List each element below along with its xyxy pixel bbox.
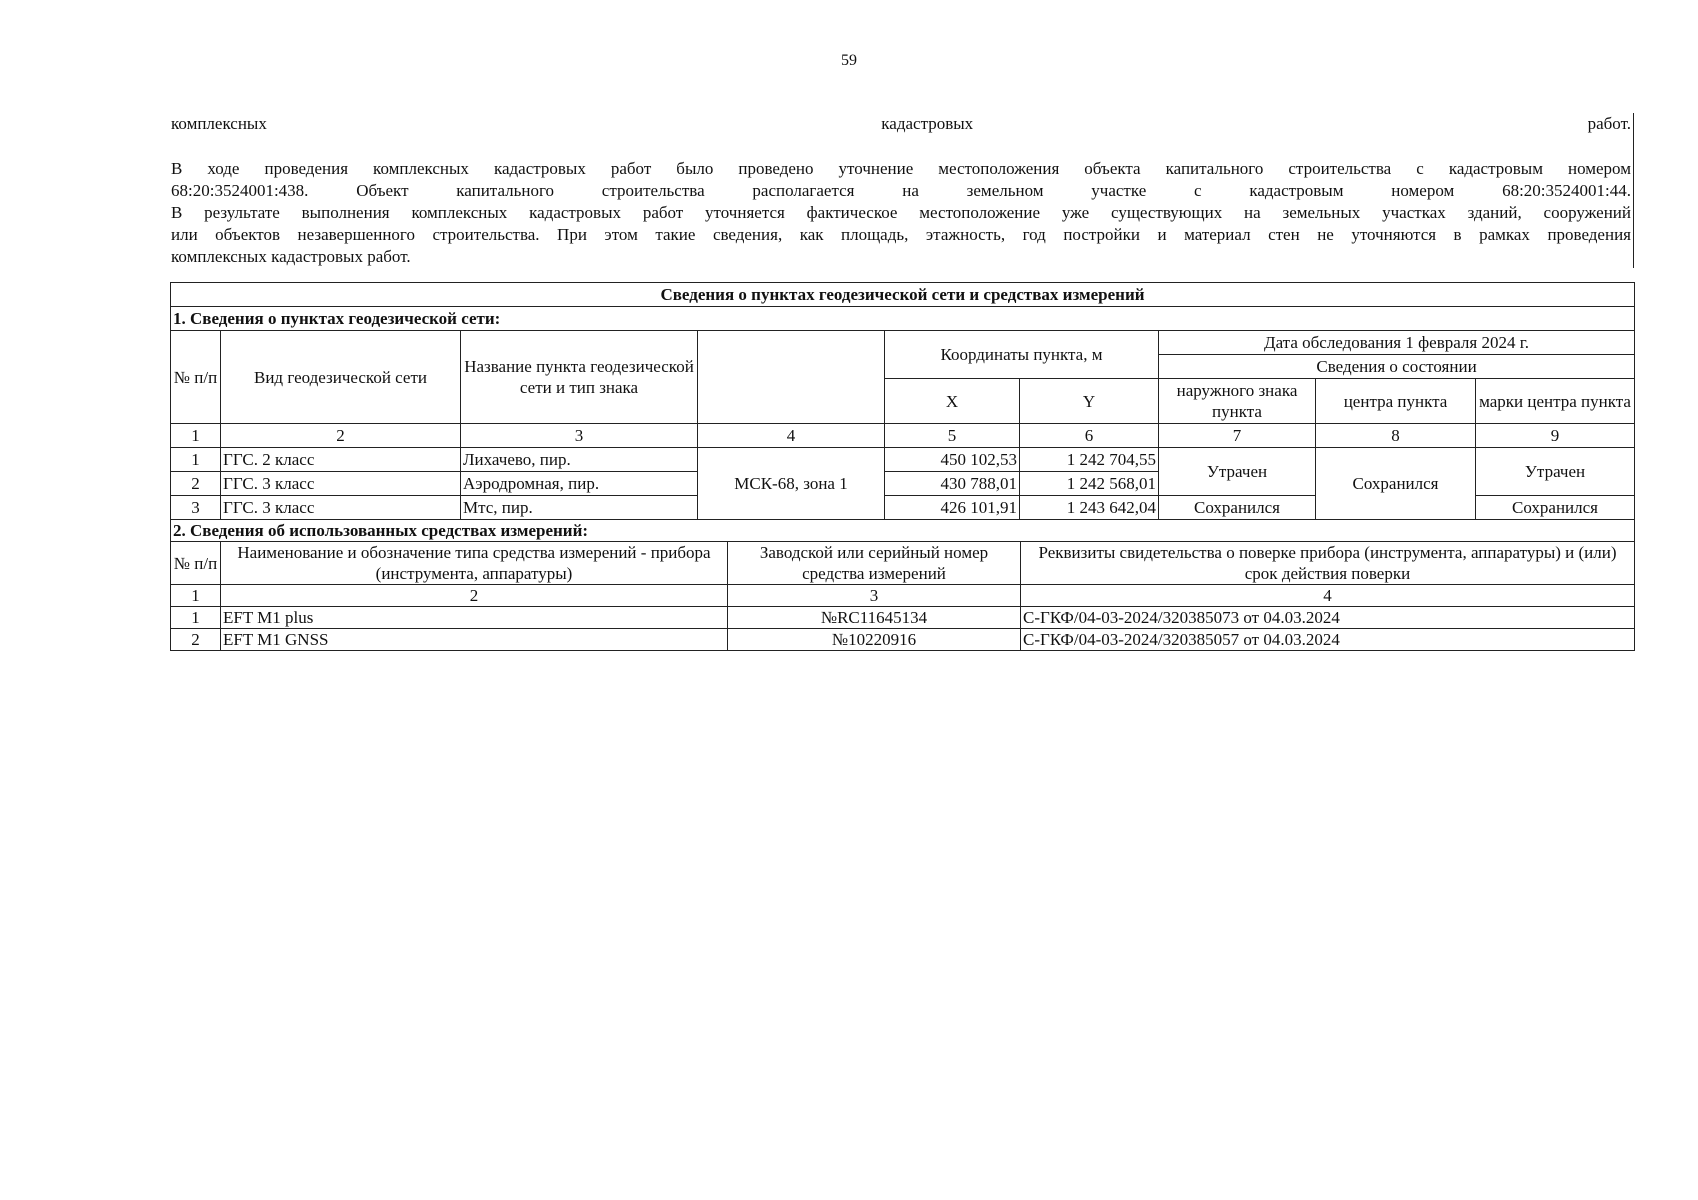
row-serial: №10220916: [728, 629, 1021, 651]
header-survey-date: Дата обследования 1 февраля 2024 г.: [1159, 331, 1635, 355]
paragraph-line: В результате выполнения комплексных кадастровых работ уточняется фактическое местоположение уже существующих на земельных участках зданий, сооружений: [171, 203, 1631, 222]
column-number-row: [171, 424, 1635, 448]
intro-word-2: кадастровых: [881, 114, 974, 133]
table-row: [171, 607, 1635, 629]
intro-word-3: работ.: [1587, 114, 1631, 133]
row-y: 1 242 568,01: [1020, 472, 1159, 496]
header-outer-sign: наружного знака пункта: [1159, 379, 1316, 424]
row-y: 1 242 704,55: [1020, 448, 1159, 472]
row-point-name: Аэродромная, пир.: [461, 472, 698, 496]
section2-title: 2. Сведения об использованных средствах измерений:: [171, 520, 1635, 542]
column-number: 3: [728, 585, 1021, 607]
header-instrument-name: Наименование и обозначение типа средства измерений - прибора (инструмента, аппаратуры): [221, 542, 728, 585]
column-number: 8: [1316, 424, 1476, 448]
paragraph-line: В ходе проведения комплексных кадастровых работ было проведено уточнение местоположения объекта капитального строительства с кадастровым номером: [171, 159, 1631, 178]
measurement-instruments-table: [170, 520, 1635, 651]
header-x: X: [885, 379, 1020, 424]
row-network-type: ГГС. 3 класс: [221, 472, 461, 496]
section-title: Сведения о пунктах геодезической сети и средствах измерений: [171, 283, 1635, 307]
header-certificate: Реквизиты свидетельства о поверке прибора (инструмента, аппаратуры) и (или) срок действия поверки: [1021, 542, 1635, 585]
row-instrument-name: EFT M1 plus: [221, 607, 728, 629]
section1-title: 1. Сведения о пунктах геодезической сети:: [171, 307, 1635, 331]
coord-system: МСК-68, зона 1: [698, 448, 885, 520]
column-number-row: [171, 585, 1635, 607]
paragraph-line: комплексных кадастровых работ.: [171, 247, 411, 266]
column-number: 4: [698, 424, 885, 448]
paragraph-line: или объектов незавершенного строительства. При этом такие сведения, как площадь, этажность, год постройки и материал стен не уточняются в рамках проведения: [171, 225, 1631, 244]
row-certificate: С-ГКФ/04-03-2024/320385073 от 04.03.2024: [1021, 607, 1635, 629]
row-instrument-name: EFT M1 GNSS: [221, 629, 728, 651]
column-number: 2: [221, 424, 461, 448]
geodetic-network-table: [170, 282, 1635, 520]
intro-line: [171, 113, 1633, 135]
row-num: 1: [171, 448, 221, 472]
header-serial: Заводской или серийный номер средства измерений: [728, 542, 1021, 585]
table-row: [171, 629, 1635, 651]
header-coord-system-blank: [698, 331, 885, 424]
geodetic-tables: [170, 279, 1635, 651]
header-num: № п/п: [171, 542, 221, 585]
description-paragraph: [171, 158, 1633, 268]
column-number: 2: [221, 585, 728, 607]
status-center-mark: Сохранился: [1476, 496, 1635, 520]
header-center: центра пункта: [1316, 379, 1476, 424]
column-number: 3: [461, 424, 698, 448]
status-outer-sign: Сохранился: [1159, 496, 1316, 520]
row-serial: №RC11645134: [728, 607, 1021, 629]
row-y: 1 243 642,04: [1020, 496, 1159, 520]
row-num: 2: [171, 472, 221, 496]
column-number: 6: [1020, 424, 1159, 448]
page-number: 59: [841, 52, 857, 69]
header-center-mark: марки центра пункта: [1476, 379, 1635, 424]
column-number: 4: [1021, 585, 1635, 607]
column-number: 5: [885, 424, 1020, 448]
paragraph-line: 68:20:3524001:438. Объект капитального строительства располагается на земельном участке с кадастровым номером 68:20:3524001:44.: [171, 181, 1631, 200]
table-row: [171, 448, 1635, 472]
header-num: № п/п: [171, 331, 221, 424]
status-center-mark: Утрачен: [1476, 448, 1635, 496]
header-condition: Сведения о состоянии: [1159, 355, 1635, 379]
row-x: 426 101,91: [885, 496, 1020, 520]
row-network-type: ГГС. 2 класс: [221, 448, 461, 472]
status-center: Сохранился: [1316, 448, 1476, 520]
row-x: 430 788,01: [885, 472, 1020, 496]
row-num: 2: [171, 629, 221, 651]
row-num: 3: [171, 496, 221, 520]
header-y: Y: [1020, 379, 1159, 424]
row-point-name: Лихачево, пир.: [461, 448, 698, 472]
column-number: 7: [1159, 424, 1316, 448]
document-body: [171, 113, 1634, 268]
row-point-name: Мтс, пир.: [461, 496, 698, 520]
column-number: 1: [171, 424, 221, 448]
header-coordinates: Координаты пункта, м: [885, 331, 1159, 379]
column-number: 1: [171, 585, 221, 607]
column-number: 9: [1476, 424, 1635, 448]
header-point-name: Название пункта геодезической сети и тип знака: [461, 331, 698, 424]
row-num: 1: [171, 607, 221, 629]
status-outer-sign: Утрачен: [1159, 448, 1316, 496]
row-x: 450 102,53: [885, 448, 1020, 472]
header-network-type: Вид геодезической сети: [221, 331, 461, 424]
row-network-type: ГГС. 3 класс: [221, 496, 461, 520]
intro-word-1: комплексных: [171, 114, 267, 133]
row-certificate: С-ГКФ/04-03-2024/320385057 от 04.03.2024: [1021, 629, 1635, 651]
